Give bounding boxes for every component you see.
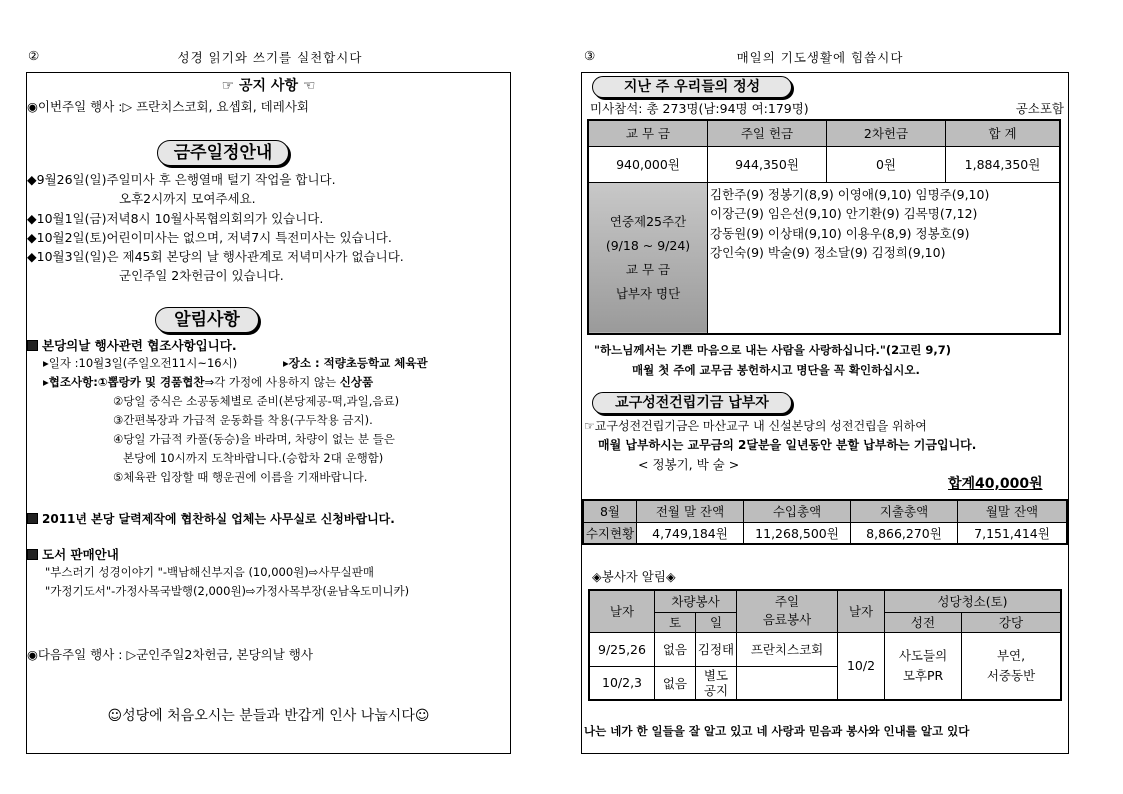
left-panel xyxy=(26,72,511,754)
finance-header: 지출총액 xyxy=(851,500,958,522)
next-week-event: ◉다음주일 행사 : ▷군인주일2차헌금, 본당의날 행사 xyxy=(27,647,313,662)
finance-month: 8월 xyxy=(583,500,637,522)
tithe-names-line: 강인숙(9) 박술(9) 정소달(9) 김정희(9,10) xyxy=(710,245,946,260)
finance-value: 8,866,270원 xyxy=(851,522,958,544)
offering-table xyxy=(587,119,1061,335)
left-page-number: ② xyxy=(28,48,40,63)
coop-item: ②당일 중식은 소공동체별로 준비(본당제공-떡,과일,음료) xyxy=(113,394,400,408)
coop-label: ▸협조사항: xyxy=(43,375,98,389)
vol-drink: 프란치스코회 xyxy=(737,632,838,666)
finance-value: 7,151,414원 xyxy=(958,522,1068,544)
vol-sat: 없음 xyxy=(655,632,696,666)
offering-value: 940,000원 xyxy=(588,146,708,182)
tithe-label-text: 교 무 금 xyxy=(625,261,671,277)
offering-header: 주일 헌금 xyxy=(708,120,827,146)
coop-item: ③간편복장과 가급적 운동화를 착용(구두착용 금지). xyxy=(113,413,373,427)
tithe-range: (9/18 ~ 9/24) xyxy=(605,237,691,253)
offering-header: 합 계 xyxy=(946,120,1061,146)
offering-title: 지난 주 우리들의 정성 xyxy=(592,76,792,98)
announce-item-1 xyxy=(27,336,237,354)
clean-hall-2: 서중동반 xyxy=(986,667,1036,683)
tithe-label-text: 납부자 명단 xyxy=(615,285,681,301)
building-title: 교구성전건립기금 납부자 xyxy=(592,392,792,414)
coop-line xyxy=(43,374,373,390)
offering-header: 2차헌금 xyxy=(827,120,946,146)
coop-item: ⑤체육관 입장할 때 행운권에 이름을 기재바랍니다. xyxy=(113,470,368,484)
footer-quote: 나는 네가 한 일들을 잘 알고 있고 네 사랑과 믿음과 봉사와 인내를 알고 있다 xyxy=(584,724,970,738)
vol-sat: 없음 xyxy=(655,666,696,700)
announce-title: 알림사항 xyxy=(155,307,259,333)
vol-header-car: 차량봉사 xyxy=(655,590,737,612)
offering-value: 0원 xyxy=(827,146,946,182)
right-panel xyxy=(581,72,1069,754)
finance-label: 수지현황 xyxy=(583,522,637,544)
right-page-number: ③ xyxy=(584,48,596,63)
square-bullet-icon xyxy=(27,340,38,351)
vol-header-sun: 일 xyxy=(696,612,737,632)
vol-header-drink-2: 음료봉사 xyxy=(762,612,812,628)
attendance-note: 공소포함 xyxy=(1015,101,1064,116)
offering-value: 944,350원 xyxy=(708,146,827,182)
coop-item: ④당일 가급적 카풀(동승)을 바라며, 차량이 없는 분 들은 xyxy=(113,432,395,446)
vol-date: 10/2,3 xyxy=(589,666,655,700)
volunteer-table xyxy=(588,589,1062,701)
quote: "하느님께서는 기쁜 마음으로 내는 사람을 사랑하십니다."(2고린 9,7) xyxy=(594,343,951,357)
finance-value: 11,268,500원 xyxy=(744,522,851,544)
coop-item-1-new: 신상품 xyxy=(339,375,374,389)
coop-item-1-detail: ⇒각 가정에 사용하지 않는 xyxy=(204,375,337,389)
this-week-event: ◉이번주일 행사 :▷ 프란치스코회, 요셉회, 데레사회 xyxy=(27,99,309,114)
volunteer-title: ◈봉사자 알림◈ xyxy=(592,569,676,584)
schedule-line: ◆10월1일(금)저녁8시 10월사목협의회의가 있습니다. xyxy=(27,211,324,226)
schedule-title: 금주일정안내 xyxy=(157,140,289,166)
vol-sun-1: 별도 xyxy=(703,667,729,683)
announce-item-3-title: 도서 판매안내 xyxy=(42,547,119,562)
tithe-names xyxy=(708,182,1061,334)
vol-drink xyxy=(737,666,838,700)
vol-header-sanct: 성전 xyxy=(885,612,962,632)
finance-table xyxy=(582,499,1068,545)
schedule-line: ◆10월3일(일)은 제45회 본당의 날 행사관계로 저녁미사가 없습니다. xyxy=(27,249,404,264)
clean-sanct xyxy=(885,632,962,700)
tithe-label xyxy=(588,182,708,334)
event-place: ▸장소 : 적량초등학교 체육관 xyxy=(283,356,428,370)
notice-title: ☞ 공지 사항 ☜ xyxy=(221,78,316,94)
vol-header-clean: 성당청소(토) xyxy=(885,590,1062,612)
event-date: ▸일자 :10월3일(주일오전11시~16시) xyxy=(43,356,238,370)
finance-header: 수입총액 xyxy=(744,500,851,522)
vol-header-drink xyxy=(737,590,838,632)
finance-header: 월말 잔액 xyxy=(958,500,1068,522)
attendance: 미사참석: 총 273명(남:94명 여:179명) xyxy=(590,101,809,116)
vol-header-date: 날자 xyxy=(589,590,655,632)
building-line: ☞교구성전건립기금은 마산교구 내 신설본당의 성전건립을 위하여 xyxy=(584,419,927,433)
finance-value: 4,749,184원 xyxy=(637,522,744,544)
vol-date: 9/25,26 xyxy=(589,632,655,666)
announce-item-2 xyxy=(27,510,395,527)
greeting: ☺성당에 처음오시는 분들과 반갑게 인사 나눕시다☺ xyxy=(107,708,430,724)
clean-date: 10/2 xyxy=(838,632,885,700)
building-total: 합계40,000원 xyxy=(948,476,1043,492)
vol-header-drink-1: 주일 xyxy=(774,594,800,610)
schedule-line: ◆9월26일(일)주일미사 후 은행열매 털기 작업을 합니다. xyxy=(27,172,336,187)
clean-hall xyxy=(962,632,1062,700)
square-bullet-icon xyxy=(27,513,38,524)
tithe-names-line: 강동원(9) 이상태(9,10) 이용우(8,9) 정봉호(9) xyxy=(710,225,970,241)
clean-sanct-2: 모후PR xyxy=(902,667,944,683)
offering-header: 교 무 금 xyxy=(588,120,708,146)
announce-item-3 xyxy=(27,545,119,563)
schedule-line: ◆10월2일(토)어린이미사는 없으며, 저녁7시 특전미사는 있습니다. xyxy=(27,230,392,245)
schedule-line: 오후2시까지 모여주세요. xyxy=(119,191,256,206)
left-header: 성경 읽기와 쓰기를 실천합시다 xyxy=(177,50,363,65)
clean-hall-1: 부연, xyxy=(996,647,1026,663)
vol-header-hall: 강당 xyxy=(962,612,1062,632)
tithe-names-line: 김한주(9) 정봉기(8,9) 이영애(9,10) 임명주(9,10) xyxy=(710,186,990,202)
coop-item-1: ①뽑랑카 및 경품협찬 xyxy=(97,375,205,389)
offering-value: 1,884,350원 xyxy=(946,146,1061,182)
vol-header-date2: 날자 xyxy=(838,590,885,632)
coop-item: 본당에 10시까지 도착바랍니다.(승합차 2대 운행함) xyxy=(123,451,384,465)
schedule-line: 군인주일 2차헌금이 있습니다. xyxy=(119,268,284,283)
vol-sun xyxy=(696,666,737,700)
vol-header-sat: 토 xyxy=(655,612,696,632)
building-line: 매월 납부하시는 교무금의 2달분을 일년동안 분할 납부하는 기금입니다. xyxy=(598,438,977,452)
tithe-week: 연중제25주간 xyxy=(609,213,687,229)
announce-item-2-title: 2011년 본당 달력제작에 협찬하실 업체는 사무실로 신청바랍니다. xyxy=(42,512,395,526)
vol-sun: 김정태 xyxy=(696,632,737,666)
tithe-names-line: 이장근(9) 임은선(9,10) 안기환(9) 김목명(7,12) xyxy=(710,206,978,221)
square-bullet-icon xyxy=(27,549,38,560)
clean-sanct-1: 사도들의 xyxy=(898,647,948,663)
book-line: "가정기도서"-가정사목국발행(2,000원)⇨가정사목부장(윤남옥도미니카) xyxy=(45,584,410,598)
building-names: < 정봉기, 박 술 > xyxy=(638,457,740,472)
finance-header: 전월 말 잔액 xyxy=(637,500,744,522)
announce-item-1-title: 본당의날 행사관련 협조사항입니다. xyxy=(42,338,237,353)
right-header: 매일의 기도생활에 힘씁시다 xyxy=(736,50,904,65)
quote-note: 매월 첫 주에 교무금 봉헌하시고 명단을 꼭 확인하십시오. xyxy=(632,363,920,377)
vol-sun-2: 공지 xyxy=(703,682,729,698)
book-line: "부스러기 성경이야기 "-백남해신부지음 (10,000원)⇨사무실판매 xyxy=(45,565,374,579)
